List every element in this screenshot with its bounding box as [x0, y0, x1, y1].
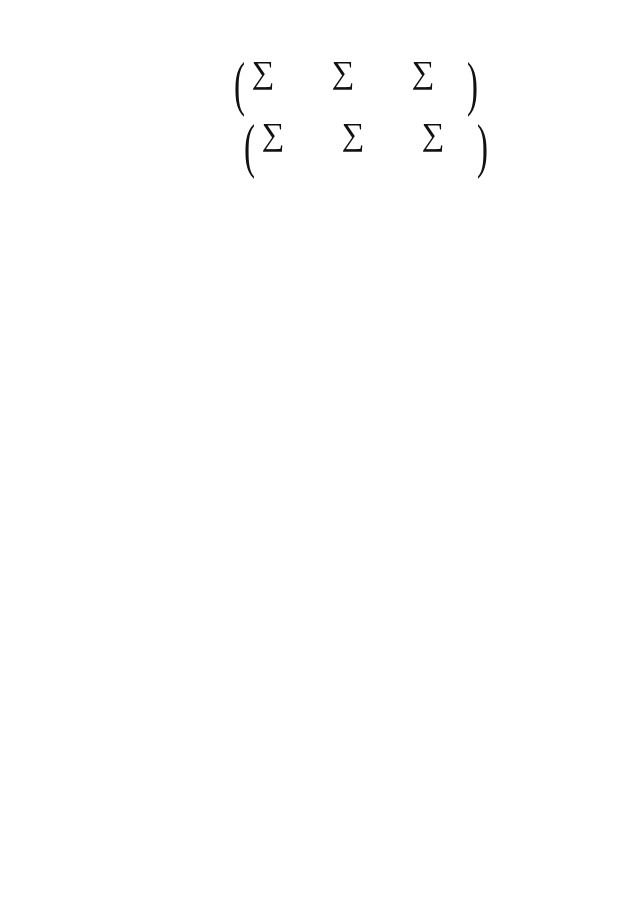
formula2-rparen: )	[477, 113, 488, 179]
formula2-lparen: (	[244, 113, 255, 179]
formula1-sum2: ∑	[331, 54, 355, 90]
formula2-sum2: ∑	[341, 116, 365, 152]
formula1-sum3: ∑	[411, 54, 435, 90]
formula-sop	[86, 113, 596, 179]
formula2-sum1: ∑	[261, 116, 285, 152]
formula1-sum1: ∑	[251, 54, 275, 90]
formula1-lparen: (	[234, 51, 245, 117]
formula1-rparen: )	[467, 51, 478, 117]
document-page	[86, 51, 596, 179]
formula-obesp	[86, 51, 596, 117]
formula2-sum3: ∑	[421, 116, 445, 152]
